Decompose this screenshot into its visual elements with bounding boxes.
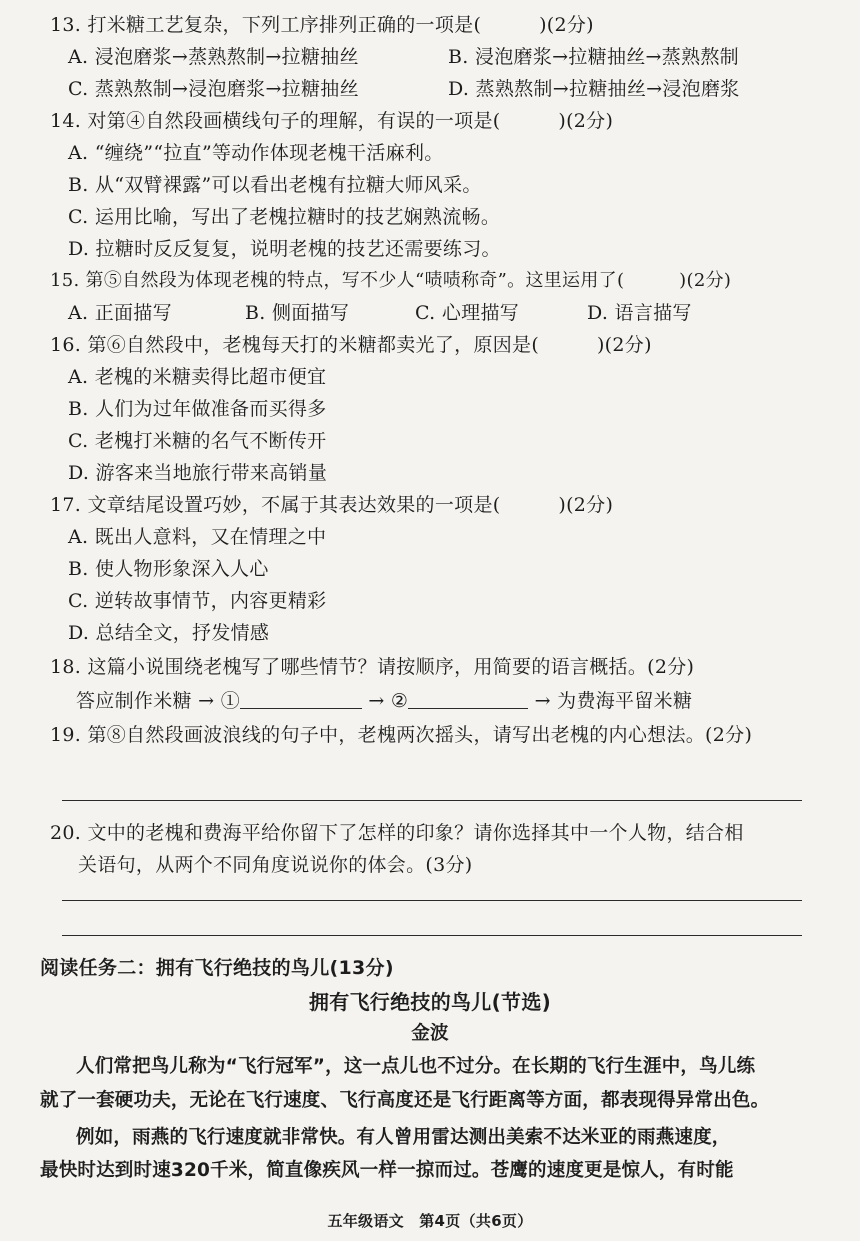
q16-stem: 16. 第⑥自然段中，老槐每天打的米糖都卖光了，原因是( )(2分) — [50, 334, 652, 356]
q13-option-c: C. 蒸熟熬制→浸泡磨浆→拉糖抽丝 — [68, 78, 359, 100]
q14-option-d: D. 拉糖时反反复复，说明老槐的技艺还需要练习。 — [68, 238, 501, 260]
q14-option-a: A. “缠绕”“拉直”等动作体现老槐干活麻利。 — [68, 142, 444, 164]
q20-answer-line-2[interactable] — [62, 935, 802, 936]
q17-option-b: B. 使人物形象深入人心 — [68, 558, 269, 580]
paragraph-1-line-1: 人们常把鸟儿称为“飞行冠军”，这一点儿也不过分。在长期的飞行生涯中，鸟儿练 — [76, 1056, 756, 1077]
section-title: 阅读任务二：拥有飞行绝技的鸟儿(13分) — [40, 957, 394, 979]
q18-flow-end: → 为费海平留米糖 — [534, 690, 693, 712]
q14-option-c: C. 运用比喻，写出了老槐拉糖时的技艺娴熟流畅。 — [68, 206, 501, 228]
q18-blank-2[interactable] — [408, 688, 528, 709]
q15-option-b: B. 侧面描写 — [245, 302, 350, 324]
q17-stem: 17. 文章结尾设置巧妙，不属于其表达效果的一项是( )(2分) — [50, 494, 614, 516]
q15-option-c: C. 心理描写 — [415, 302, 520, 324]
q13-option-b: B. 浸泡磨浆→拉糖抽丝→蒸熟熬制 — [448, 46, 739, 68]
paragraph-2-line-1: 例如，雨燕的飞行速度就非常快。有人曾用雷达测出美索不达米亚的雨燕速度， — [76, 1127, 731, 1148]
page-footer: 五年级语文 第4页（共6页） — [327, 1212, 533, 1230]
q16-option-a: A. 老槐的米糖卖得比超市便宜 — [68, 366, 327, 388]
article-author: 金波 — [411, 1023, 449, 1044]
q13-option-d: D. 蒸熟熬制→拉糖抽丝→浸泡磨浆 — [448, 78, 740, 100]
q19-stem: 19. 第⑧自然段画波浪线的句子中，老槐两次摇头，请写出老槐的内心想法。(2分) — [50, 724, 753, 746]
q18-flow-mid: → ② — [368, 690, 409, 712]
q18-stem: 18. 这篇小说围绕老槐写了哪些情节？请按顺序，用简要的语言概括。(2分) — [50, 656, 695, 678]
q19-answer-line[interactable] — [62, 800, 802, 801]
q17-option-c: C. 逆转故事情节，内容更精彩 — [68, 590, 327, 612]
q15-stem: 15. 第⑤自然段为体现老槐的特点，写不少人“啧啧称奇”。这里运用了( )(2分) — [50, 270, 732, 291]
q18-flow-start: 答应制作米糖 → ① — [76, 690, 240, 712]
paragraph-2-line-2: 最快时达到时速320千米，简直像疾风一样一掠而过。苍鹰的速度更是惊人，有时能 — [40, 1160, 734, 1181]
q14-option-b: B. 从“双臂裸露”可以看出老槐有拉糖大师风采。 — [68, 174, 482, 196]
q13-stem: 13. 打米糖工艺复杂，下列工序排列正确的一项是( )(2分) — [50, 14, 594, 36]
q20-stem-line-2: 关语句，从两个不同角度说说你的体会。(3分) — [78, 854, 473, 876]
q16-option-d: D. 游客来当地旅行带来高销量 — [68, 462, 328, 484]
q16-option-b: B. 人们为过年做准备而买得多 — [68, 398, 327, 420]
q18-blank-1[interactable] — [240, 688, 362, 709]
q16-option-c: C. 老槐打米糖的名气不断传开 — [68, 430, 327, 452]
q17-option-d: D. 总结全文，抒发情感 — [68, 622, 270, 644]
q18-flow — [76, 688, 692, 714]
q20-stem-line-1: 20. 文中的老槐和费海平给你留下了怎样的印象？请你选择其中一个人物，结合相 — [50, 822, 744, 844]
q13-option-a: A. 浸泡磨浆→蒸熟熬制→拉糖抽丝 — [68, 46, 359, 68]
article-title: 拥有飞行绝技的鸟儿(节选) — [308, 990, 552, 1014]
paragraph-1-line-2: 就了一套硬功夫，无论在飞行速度、飞行高度还是飞行距离等方面，都表现得异常出色。 — [40, 1090, 770, 1111]
q15-option-a: A. 正面描写 — [68, 302, 172, 324]
q14-stem: 14. 对第④自然段画横线句子的理解，有误的一项是( )(2分) — [50, 110, 614, 132]
q17-option-a: A. 既出人意料，又在情理之中 — [68, 526, 327, 548]
q20-answer-line-1[interactable] — [62, 900, 802, 901]
q15-option-d: D. 语言描写 — [587, 302, 692, 324]
